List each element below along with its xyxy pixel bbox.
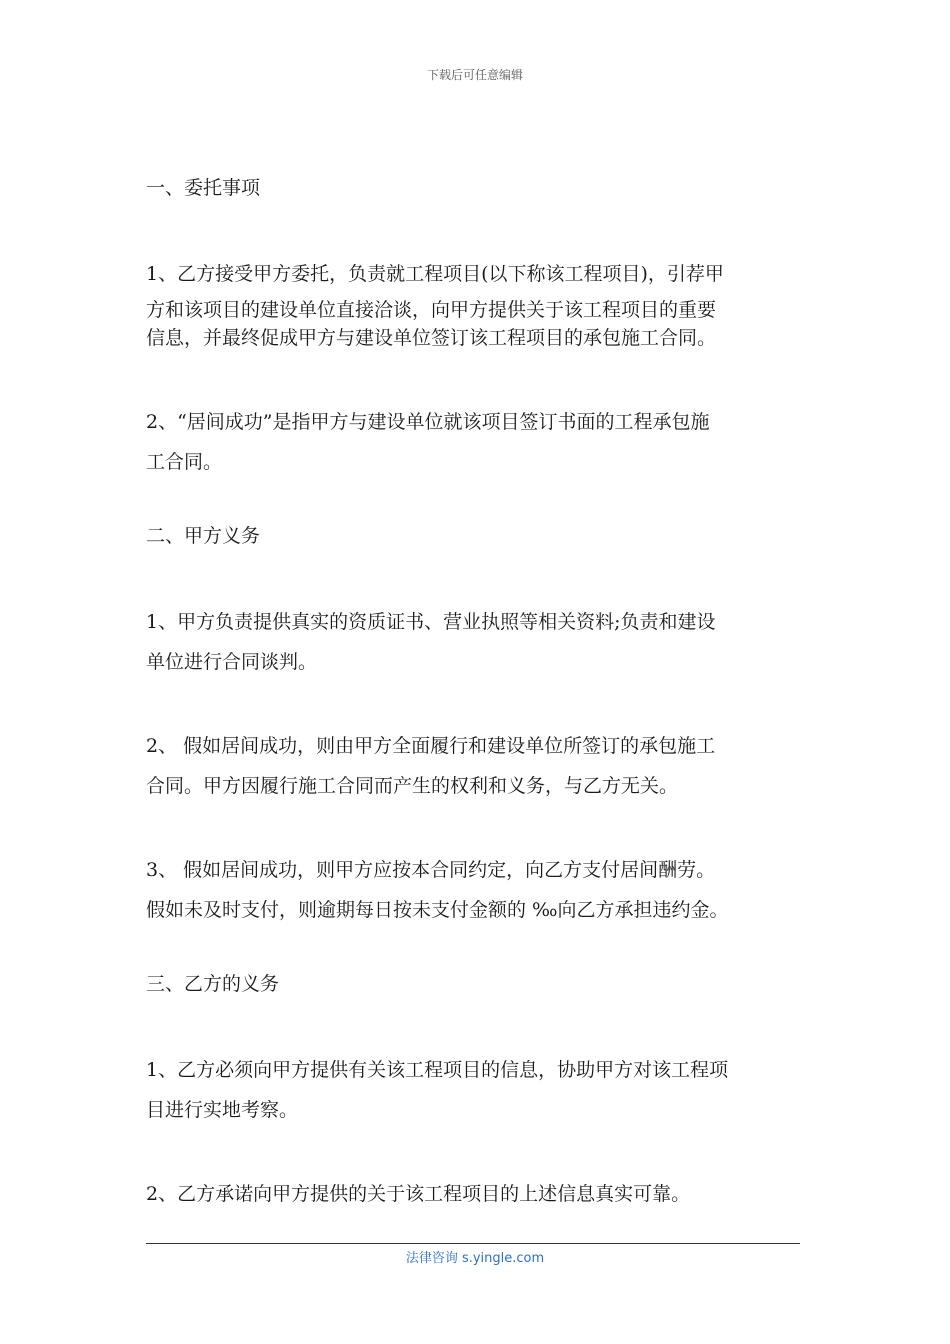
paragraph-line: 单位进行合同谈判。 xyxy=(146,651,318,673)
section-heading-2: 二、甲方义务 xyxy=(146,525,261,547)
section-heading-3: 三、乙方的义务 xyxy=(146,973,280,995)
paragraph-line: 2、“居间成功”是指甲方与建设单位就该项目签订书面的工程承包施 xyxy=(146,411,710,433)
page-header: 下载后可任意编辑 xyxy=(426,68,523,82)
paragraph-line: 1、乙方接受甲方委托，负责就工程项目(以下称该工程项目)，引荐甲 xyxy=(146,263,724,285)
paragraph-line: 假如未及时支付，则逾期每日按未支付金额的 ‰向乙方承担违约金。 xyxy=(146,899,729,921)
paragraph-line: 3、 假如居间成功，则甲方应按本合同约定，向乙方支付居间酬劳。 xyxy=(146,859,716,881)
footer-divider xyxy=(146,1243,800,1244)
paragraph-line: 目进行实地考察。 xyxy=(146,1099,299,1121)
paragraph-line: 1、甲方负责提供真实的资质证书、营业执照等相关资料;负责和建设 xyxy=(146,611,716,633)
paragraph-line: 信息，并最终促成甲方与建设单位签订该工程项目的承包施工合同。 xyxy=(146,327,717,349)
paragraph-line: 工合同。 xyxy=(146,451,223,473)
section-heading-1: 一、委托事项 xyxy=(146,177,261,199)
paragraph-line: 2、乙方承诺向甲方提供的关于该工程项目的上述信息真实可靠。 xyxy=(146,1183,691,1205)
footer-link[interactable]: 法律咨询 s.yingle.com xyxy=(405,1251,545,1266)
paragraph-line: 1、乙方必须向甲方提供有关该工程项目的信息，协助甲方对该工程项 xyxy=(146,1059,729,1081)
paragraph-line: 合同。甲方因履行施工合同而产生的权利和义务，与乙方无关。 xyxy=(146,775,679,797)
paragraph-line: 方和该项目的建设单位直接洽谈，向甲方提供关于该工程项目的重要 xyxy=(146,299,717,321)
paragraph-line: 2、 假如居间成功，则由甲方全面履行和建设单位所签订的承包施工 xyxy=(146,735,716,757)
